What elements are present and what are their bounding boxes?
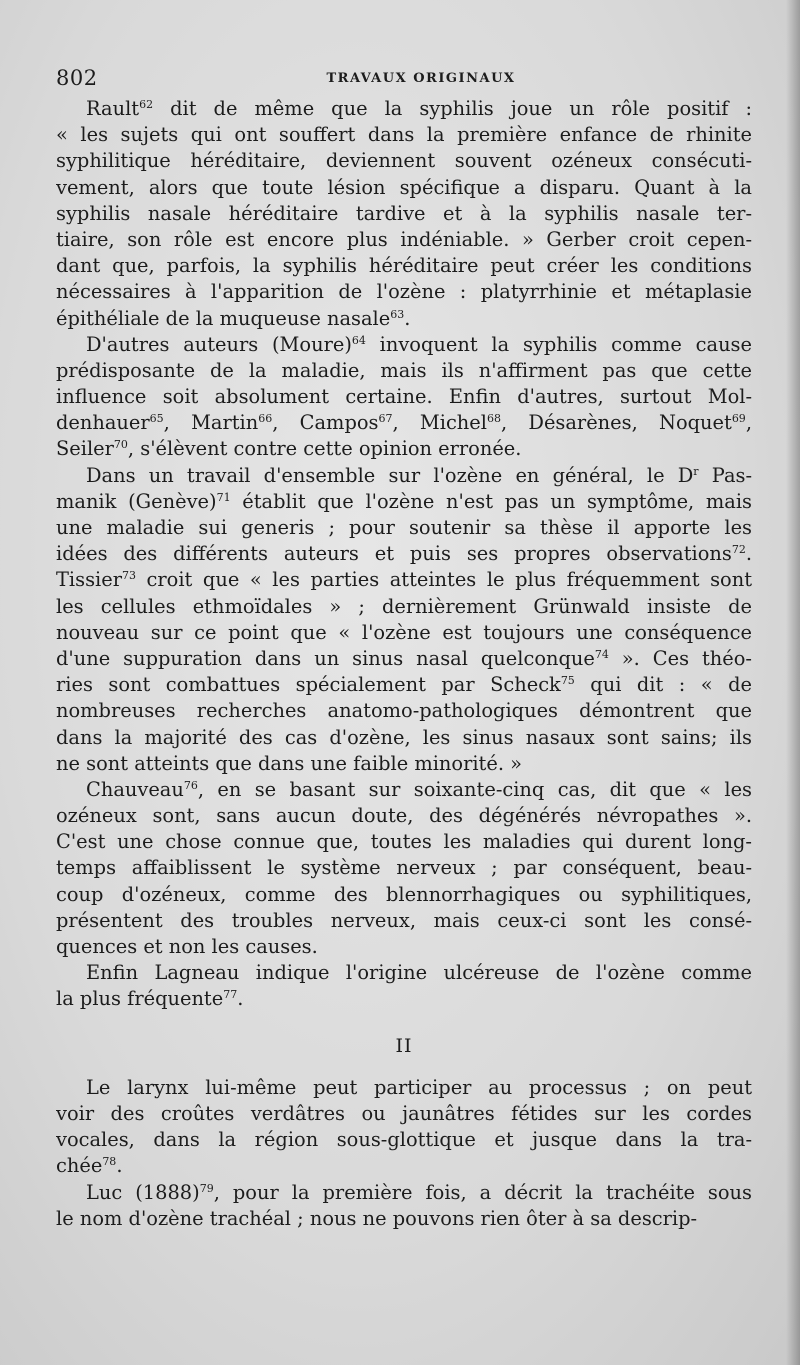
text-segment: croit que « les parties atteintes le plus fréquemment sont — [135, 568, 752, 592]
paragraph — [56, 960, 752, 1012]
text-segment: C'est une chose connue que, toutes les maladies qui durent long- — [56, 830, 752, 854]
text-line — [56, 620, 752, 646]
text-line — [56, 986, 752, 1012]
text-segment: quences et non les causes. — [56, 935, 318, 958]
running-head — [56, 66, 746, 96]
text-segment: Pas- — [698, 463, 752, 487]
text-segment: dit de même que la syphilis joue un rôle positif : — [153, 97, 752, 120]
text-line — [56, 725, 752, 751]
text-line — [56, 410, 752, 436]
footnote-marker: 69 — [731, 412, 746, 426]
text-line — [56, 306, 752, 332]
page-edge-shadow — [786, 0, 800, 1365]
text-segment: ozéneux sont, sans aucun doute, des dégénérés névropathes ». — [56, 804, 752, 828]
paragraph — [56, 463, 752, 777]
text-segment: le nom d'ozène trachéal ; nous ne pouvons rien ôter à sa descrip- — [56, 1206, 698, 1230]
text-segment: les cellules ethmoïdales » ; dernièrement Grünwald insiste de — [56, 594, 752, 618]
text-line — [56, 463, 752, 489]
footnote-marker: 68 — [486, 412, 501, 426]
footnote-marker: 62 — [139, 98, 154, 111]
text-segment: ries sont combattues spécialement par Scheck — [56, 673, 561, 697]
text-segment: qui dit : « de — [574, 673, 752, 697]
text-line — [56, 1180, 752, 1206]
text-segment: Chauveau — [86, 777, 184, 801]
text-segment: coup d'ozéneux, comme des blennorrhagiques ou syphilitiques, — [56, 882, 752, 906]
text-line — [56, 567, 752, 593]
text-line — [56, 253, 752, 279]
text-segment: . — [116, 1154, 123, 1178]
footnote-marker: 66 — [258, 412, 273, 426]
text-line — [56, 1153, 752, 1179]
text-segment: , Campos — [272, 411, 379, 435]
text-line — [56, 541, 752, 567]
text-segment: voir des croûtes verdâtres ou jaunâtres fétides sur les cordes — [56, 1101, 752, 1125]
footnote-marker: 63 — [390, 307, 405, 321]
text-line — [56, 332, 752, 358]
text-segment: dant que, parfois, la syphilis héréditaire peut créer les conditions — [56, 254, 752, 278]
footnote-marker: 73 — [121, 569, 136, 583]
text-line — [56, 698, 752, 724]
text-line — [56, 882, 752, 908]
text-line — [56, 803, 752, 829]
text-line — [56, 908, 752, 934]
running-title: TRAVAUX ORIGINAUX — [326, 71, 516, 86]
paragraph — [56, 96, 752, 332]
footnote-marker: 65 — [149, 412, 164, 426]
text-segment: influence soit absolument certaine. Enfin d'autres, surtout Mol- — [56, 385, 752, 409]
text-segment: temps affaiblissent le système nerveux ; par conséquent, beau- — [56, 856, 752, 880]
text-line — [56, 672, 752, 698]
text-segment: épithéliale de la muqueuse nasale — [56, 306, 391, 330]
footnote-marker: 70 — [113, 438, 128, 452]
text-segment: , Martin — [163, 411, 259, 435]
paragraph — [56, 1180, 752, 1232]
text-segment: présentent des troubles nerveux, mais ceux-ci sont les consé- — [56, 908, 752, 932]
text-line — [56, 934, 752, 960]
footnote-marker: 76 — [183, 778, 198, 792]
footnote-marker: 71 — [216, 490, 231, 504]
text-segment: dans la majorité des cas d'ozène, les sinus nasaux sont sains; ils — [56, 725, 752, 749]
text-line — [56, 829, 752, 855]
text-line — [56, 855, 752, 881]
section-heading: II — [395, 1034, 413, 1057]
footnote-marker: 77 — [223, 988, 238, 1002]
body-text — [56, 96, 752, 1232]
footnote-marker: 75 — [560, 674, 575, 688]
text-line — [56, 1206, 752, 1232]
text-segment: Le larynx lui-même peut participer au processus ; on peut — [86, 1075, 752, 1099]
text-line — [56, 646, 752, 672]
text-segment: D'autres auteurs (Moure) — [86, 332, 352, 356]
text-segment: , Désarènes, Noquet — [500, 411, 732, 435]
text-line — [56, 175, 752, 201]
footnote-marker: 67 — [378, 412, 393, 426]
paragraph — [56, 332, 752, 463]
text-segment: nécessaires à l'apparition de l'ozène : platyrrhinie et métaplasie — [56, 280, 752, 304]
text-segment: Enfin Lagneau indique l'origine ulcéreuse de l'ozène comme — [86, 961, 752, 985]
text-segment: syphilitique héréditaire, deviennent souvent ozéneux consécuti- — [56, 149, 752, 173]
footnote-marker: 72 — [731, 543, 746, 557]
footnote-marker: 79 — [199, 1181, 214, 1195]
text-line — [56, 122, 752, 148]
text-line — [56, 227, 752, 253]
text-segment: une maladie sui generis ; pour soutenir sa thèse il apporte les — [56, 516, 752, 539]
text-segment: « les sujets qui ont souffert dans la première enfance de rhinite — [56, 123, 752, 147]
text-line — [56, 515, 752, 541]
text-segment: la plus fréquente — [56, 987, 224, 1011]
text-segment: . — [745, 542, 752, 566]
text-segment: syphilis nasale héréditaire tardive et à la syphilis nasale ter- — [56, 201, 752, 225]
text-segment: Luc (1888) — [86, 1180, 200, 1204]
text-segment: . — [404, 306, 411, 330]
text-segment: prédisposante de la maladie, mais ils n'affirment pas que cette — [56, 358, 752, 382]
text-segment: chée — [56, 1154, 103, 1178]
text-segment: vocales, dans la région sous-glottique et jusque dans la tra- — [56, 1128, 752, 1152]
text-segment: , pour la première fois, a décrit la trachéite sous — [213, 1180, 752, 1204]
footnote-marker: 74 — [594, 647, 609, 661]
paragraph — [56, 1075, 752, 1180]
text-line — [56, 148, 752, 174]
text-segment: ». Ces théo- — [608, 646, 752, 670]
text-line — [56, 751, 752, 777]
footnote-marker: 64 — [351, 333, 366, 347]
text-segment: Seiler — [56, 437, 114, 461]
paragraph — [56, 777, 752, 960]
text-line — [56, 1101, 752, 1127]
text-segment: d'une suppuration dans un sinus nasal quelconque — [56, 646, 595, 670]
text-line — [56, 279, 752, 305]
text-segment: invoquent la syphilis comme cause — [365, 332, 752, 356]
text-line — [56, 1075, 752, 1101]
text-line — [56, 358, 752, 384]
footnote-marker: r — [693, 464, 699, 478]
text-line — [56, 384, 752, 410]
text-segment: vement, alors que toute lésion spécifique a disparu. Quant à la — [56, 175, 752, 199]
footnote-marker: 78 — [102, 1155, 117, 1169]
text-segment: , Michel — [392, 411, 487, 435]
text-segment: idées des différents auteurs et puis ses propres observations — [56, 542, 732, 566]
text-segment: Dans un travail d'ensemble sur l'ozène en général, le D — [86, 463, 694, 487]
text-line — [56, 489, 752, 515]
text-segment: manik (Genève) — [56, 489, 217, 513]
text-segment: nouveau sur ce point que « l'ozène est toujours une conséquence — [56, 620, 752, 644]
text-segment: tiaire, son rôle est encore plus indéniable. » Gerber croit cepen- — [56, 227, 752, 251]
text-line — [56, 960, 752, 986]
text-line — [56, 594, 752, 620]
text-line — [56, 436, 752, 462]
text-segment: nombreuses recherches anatomo-pathologiques démontrent que — [56, 699, 752, 723]
text-segment: ne sont atteints que dans une faible minorité. » — [56, 751, 523, 775]
text-segment: Tissier — [56, 568, 122, 592]
text-segment: . — [237, 987, 244, 1011]
text-segment: Rault — [86, 97, 140, 120]
text-segment: denhauer — [56, 411, 150, 435]
text-segment: établit que l'ozène n'est pas un symptôme, mais — [230, 489, 752, 513]
text-line — [56, 777, 752, 803]
text-line — [56, 1127, 752, 1153]
text-segment: , en se basant sur soixante-cinq cas, dit que « les — [197, 777, 752, 801]
text-segment: , s'élèvent contre cette opinion erronée. — [127, 437, 522, 461]
text-line — [56, 201, 752, 227]
text-segment: , — [745, 411, 752, 435]
page-number: 802 — [56, 66, 98, 90]
text-line — [56, 96, 752, 122]
